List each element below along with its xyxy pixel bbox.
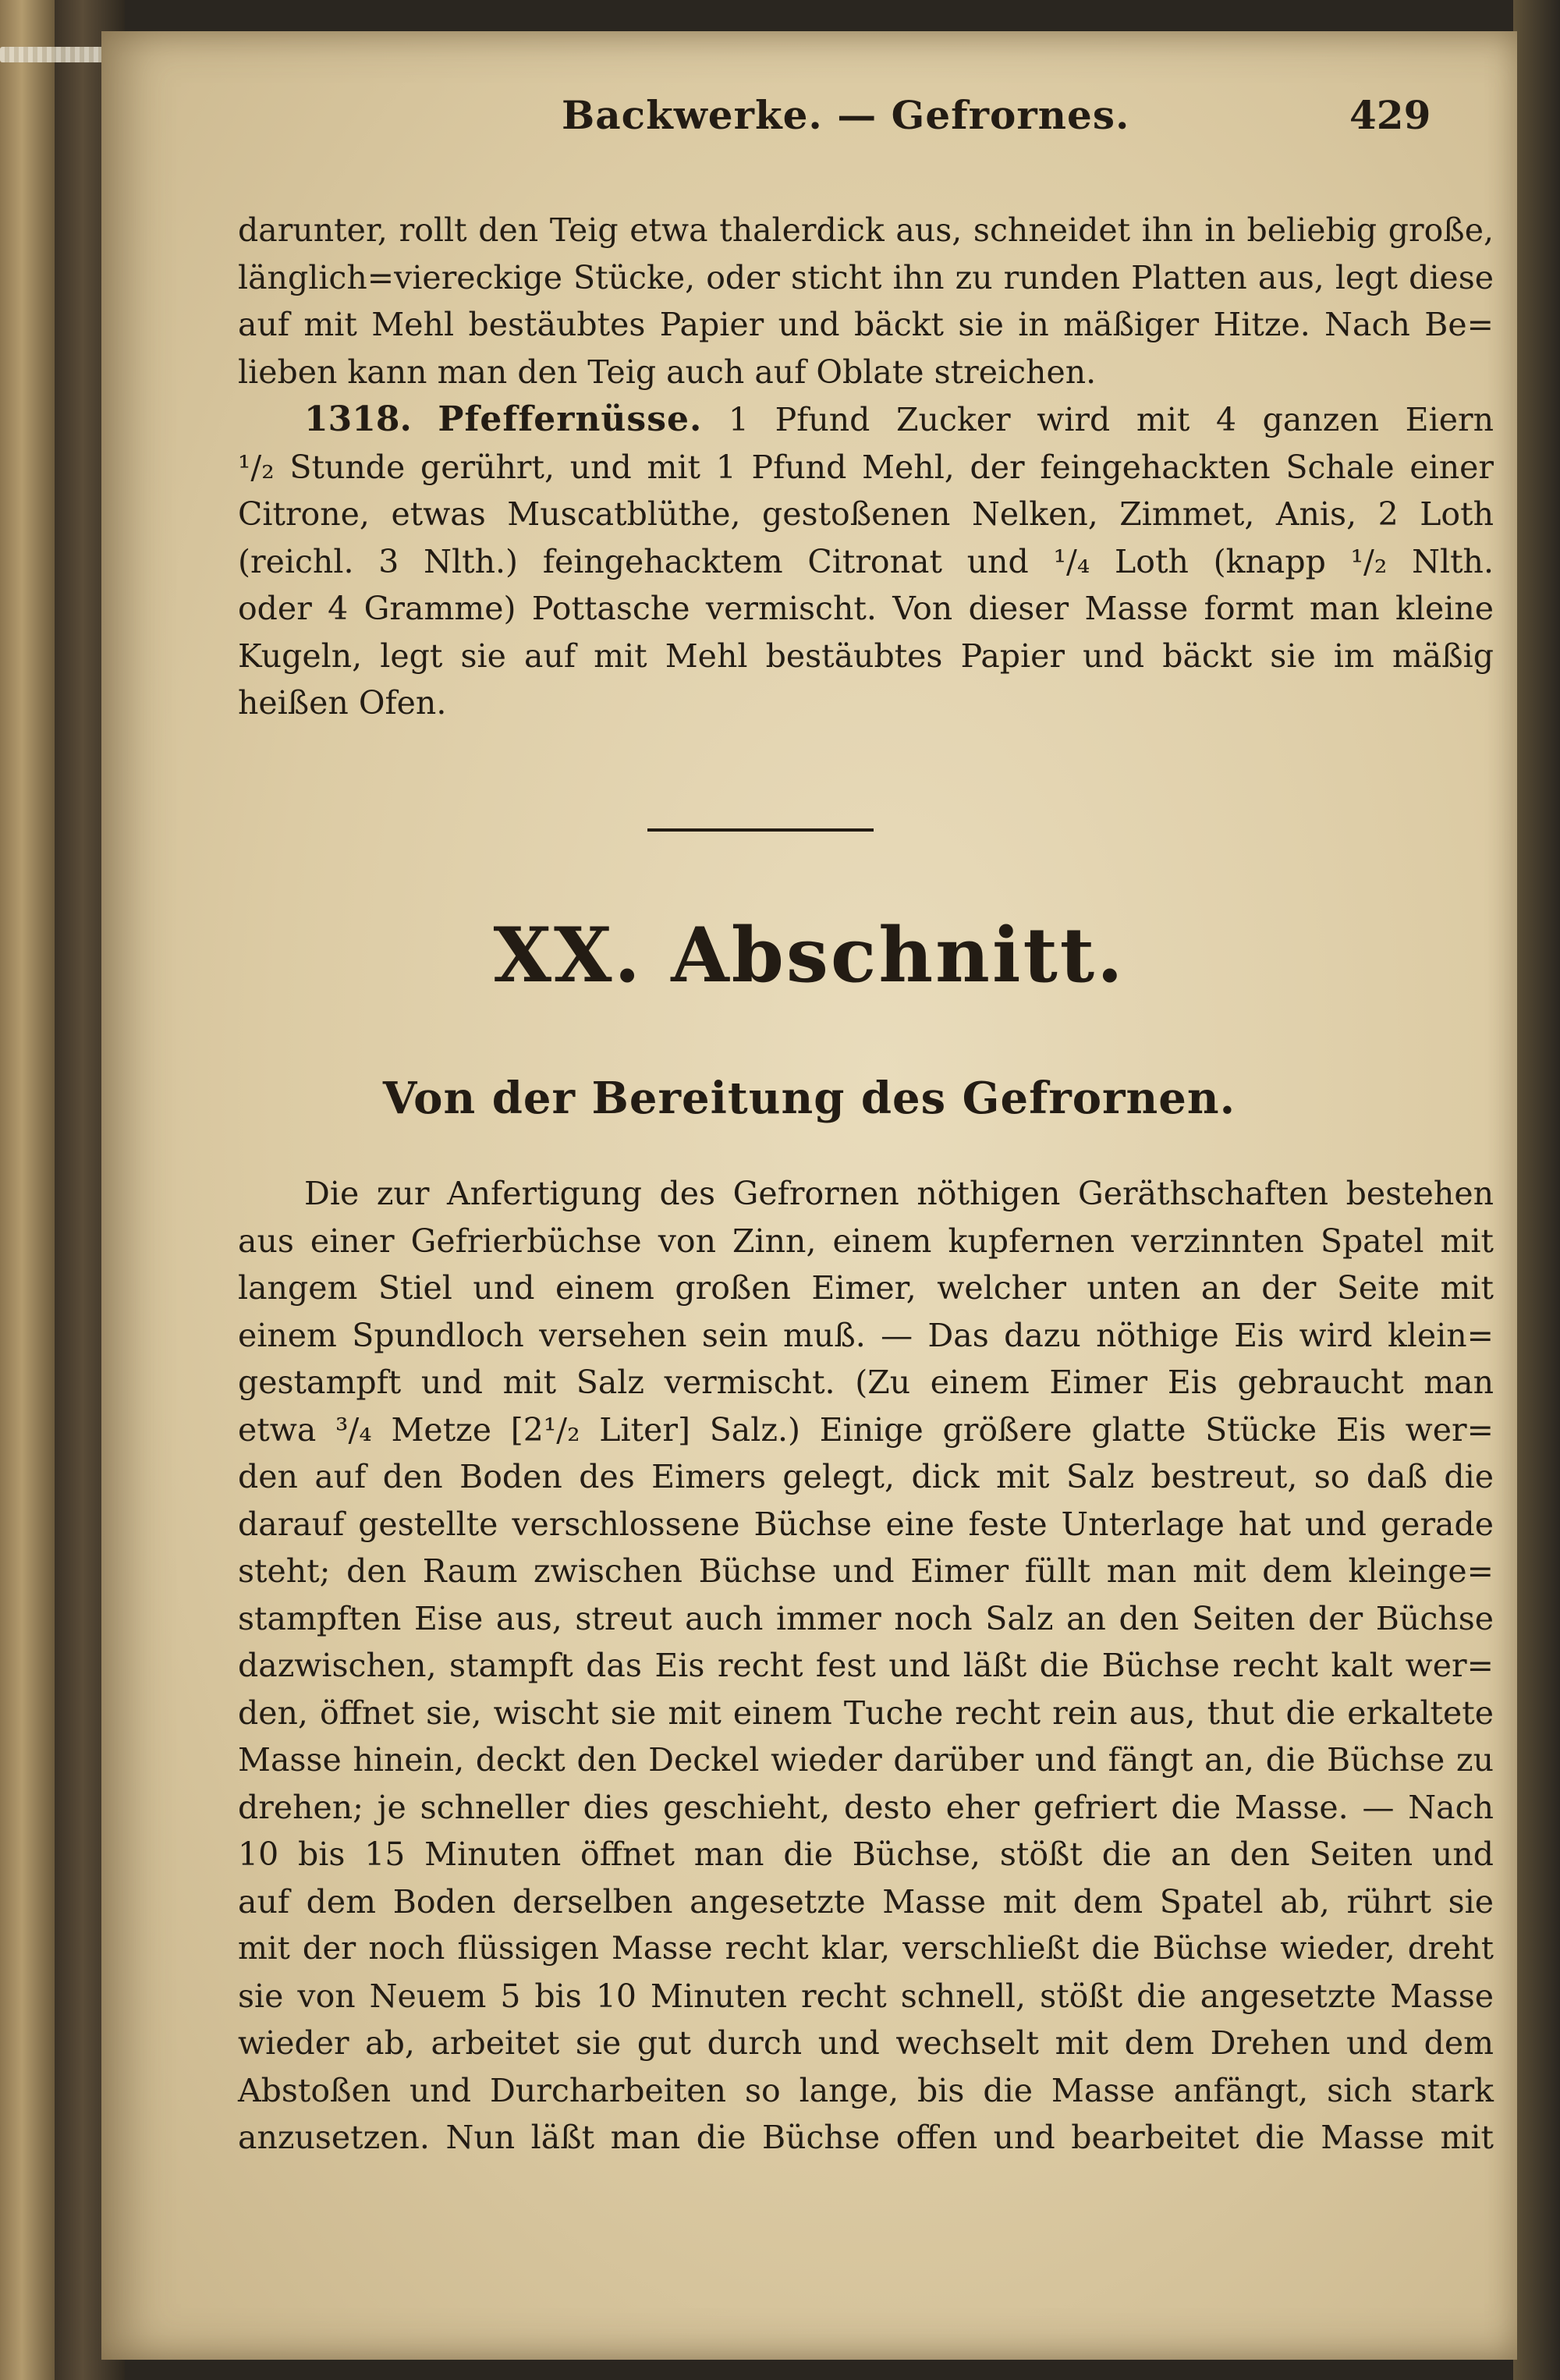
recipe-1318 bbox=[238, 396, 1494, 727]
text-line: langem Stiel und einem großen Eimer, welcher unten an der Seite mit bbox=[238, 1269, 1494, 1307]
running-head-title: Backwerke. — Gefrornes. bbox=[562, 92, 1130, 138]
text-line: einem Spundloch versehen sein muß. — Das dazu nöthige Eis wird klein= bbox=[238, 1316, 1494, 1354]
text-line: stampften Eise aus, streut auch immer noch Salz an den Seiten der Büchse bbox=[238, 1599, 1494, 1637]
section-subtitle: Von der Bereitung des Gefrornen. bbox=[382, 1073, 1236, 1124]
section-divider-rule bbox=[647, 828, 874, 832]
section-heading: XX. Abschnitt. bbox=[493, 911, 1126, 999]
text-line: Citrone, etwas Muscatblüthe, gestoßenen Nelken, Zimmet, Anis, 2 Loth bbox=[238, 495, 1494, 533]
text-line: auf dem Boden derselben angesetzte Masse mit dem Spatel ab, rührt sie bbox=[238, 1882, 1494, 1921]
recipe-number: 1318. bbox=[304, 399, 412, 439]
text-line: etwa ³/₄ Metze [2¹/₂ Liter] Salz.) Einige größere glatte Stücke Eis wer= bbox=[238, 1410, 1494, 1449]
text-line: mit der noch flüssigen Masse recht klar, verschließt die Büchse wieder, dreht bbox=[238, 1931, 1494, 1967]
text-line: oder 4 Gramme) Pottasche vermischt. Von dieser Masse formt man kleine bbox=[238, 590, 1494, 627]
book-page bbox=[101, 31, 1517, 2360]
text-line: ¹/₂ Stunde gerührt, und mit 1 Pfund Mehl, der feingehackten Schale einer bbox=[238, 448, 1494, 486]
text-line: auf mit Mehl bestäubtes Papier und bäckt sie in mäßiger Hitze. Nach Be= bbox=[238, 306, 1494, 343]
recipe-title: Pfeffernüsse. bbox=[438, 399, 703, 439]
text-line: Kugeln, legt sie auf mit Mehl bestäubtes Papier und bäckt sie im mäßig bbox=[238, 637, 1494, 675]
text-line: heißen Ofen. bbox=[238, 684, 447, 722]
text-line: darauf gestellte verschlossene Büchse eine feste Unterlage hat und gerade bbox=[238, 1505, 1494, 1543]
continued-paragraph bbox=[238, 207, 1494, 395]
text-line: Abstoßen und Durcharbeiten so lange, bis die Masse anfängt, sich stark bbox=[238, 2071, 1494, 2109]
text-line: steht; den Raum zwischen Büchse und Eimer füllt man mit dem kleinge= bbox=[238, 1552, 1494, 1590]
text-line: 10 bis 15 Minuten öffnet man die Büchse, stößt die an den Seiten und bbox=[238, 1836, 1494, 1873]
text-line: dazwischen, stampft das Eis recht fest und läßt die Büchse recht kalt wer= bbox=[238, 1647, 1494, 1684]
text-line: drehen; je schneller dies geschieht, desto eher gefriert die Masse. — Nach bbox=[238, 1788, 1494, 1826]
text-line: anzusetzen. Nun läßt man die Büchse offen und bearbeitet die Masse mit bbox=[238, 2119, 1494, 2156]
text-line: wieder ab, arbeitet sie gut durch und wechselt mit dem Drehen und dem bbox=[238, 2024, 1494, 2062]
text-line: gestampft und mit Salz vermischt. (Zu einem Eimer Eis gebraucht man bbox=[238, 1364, 1494, 1401]
text-line: sie von Neuem 5 bis 10 Minuten recht schnell, stößt die angesetzte Masse bbox=[238, 1977, 1494, 2015]
running-head bbox=[101, 92, 1517, 154]
text-line: den, öffnet sie, wischt sie mit einem Tuche recht rein aus, thut die erkaltete bbox=[238, 1694, 1494, 1732]
previous-page-edge bbox=[0, 0, 55, 2380]
text-line: darunter, rollt den Teig etwa thalerdick aus, schneidet ihn in beliebig große, bbox=[238, 211, 1494, 249]
text-line: länglich=viereckige Stücke, oder sticht ihn zu runden Platten aus, legt diese bbox=[238, 258, 1494, 296]
text-line: aus einer Gefrierbüchse von Zinn, einem kupfernen verzinnten Spatel mit bbox=[238, 1222, 1494, 1260]
page-number: 429 bbox=[1349, 92, 1431, 138]
section-body bbox=[238, 1170, 1494, 2162]
page-right-edge bbox=[1513, 0, 1560, 2380]
text-line: den auf den Boden des Eimers gelegt, dick mit Salz bestreut, so daß die bbox=[238, 1458, 1494, 1495]
recipe-first-line-text: 1 Pfund Zucker wird mit 4 ganzen Eiern bbox=[728, 401, 1494, 438]
text-line: lieben kann man den Teig auch auf Oblate streichen. bbox=[238, 353, 1097, 391]
text-line: Die zur Anfertigung des Gefrornen nöthigen Geräthschaften bestehen bbox=[304, 1175, 1494, 1212]
text-line: (reichl. 3 Nlth.) feingehacktem Citronat und ¹/₄ Loth (knapp ¹/₂ Nlth. bbox=[238, 542, 1494, 580]
text-line: Masse hinein, deckt den Deckel wieder darüber und fängt an, die Büchse zu bbox=[238, 1741, 1494, 1779]
recipe-first-line bbox=[238, 396, 1494, 444]
